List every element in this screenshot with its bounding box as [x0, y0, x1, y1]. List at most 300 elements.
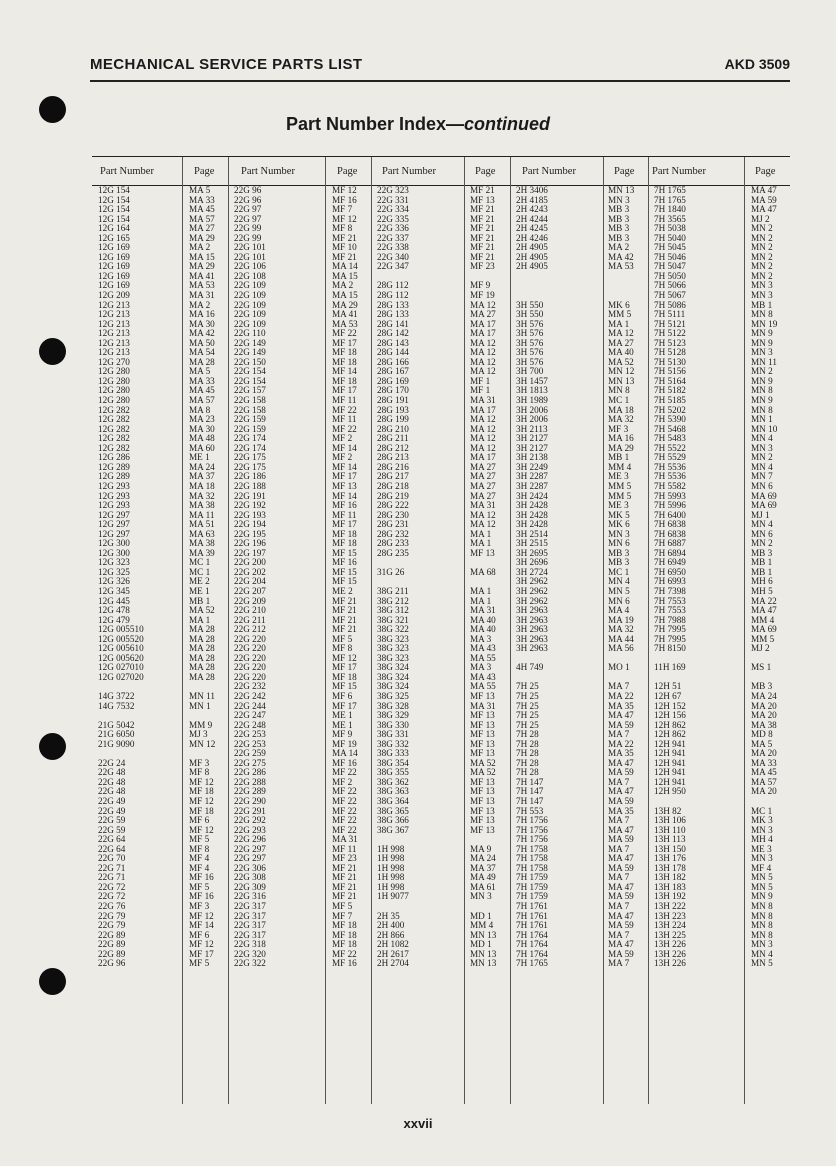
page-ref-cell: MD 1 [470, 939, 492, 950]
page-ref-cell: MF 14 [332, 442, 357, 453]
page-ref-cell: MF 13 [470, 815, 495, 826]
page-ref-cell: MN 6 [751, 480, 773, 491]
part-number-column [377, 186, 409, 969]
page-ref-cell: MA 28 [189, 671, 215, 682]
part-number-cell: 28G 232 [377, 528, 409, 539]
page-ref-cell: MF 18 [332, 347, 357, 358]
part-number-cell: 2H 4244 [516, 213, 548, 224]
part-number-cell: 22G 79 [98, 910, 126, 921]
part-number-cell: 7H 1765 [654, 194, 686, 205]
page-ref-cell: MF 16 [189, 872, 214, 883]
part-number-cell: 22G 97 [234, 204, 262, 215]
page-ref-cell: MA 18 [608, 404, 634, 415]
page-ref-cell: MN 2 [751, 242, 773, 253]
page-ref-cell: MA 27 [470, 309, 496, 320]
part-number-cell: 3H 2113 [516, 423, 548, 434]
part-number-cell: 7H 1761 [516, 920, 548, 931]
page-ref-cell: MA 47 [608, 853, 634, 864]
page-ref-cell: MF 14 [332, 366, 357, 377]
page-ref-cell: MF 4 [189, 862, 210, 873]
part-number-cell: 22G 202 [234, 566, 266, 577]
page-ref-cell: MN 4 [751, 433, 773, 444]
part-number-cell: 22G 291 [234, 805, 266, 816]
part-number-cell: 2H 4905 [516, 251, 548, 262]
page-ref-cell: MN 3 [608, 528, 630, 539]
page-ref-cell: MB 3 [608, 213, 630, 224]
page-ref-cell: MA 2 [332, 280, 354, 291]
part-number-cell: 22G 338 [377, 242, 409, 253]
part-number-cell: 2H 4905 [516, 242, 548, 253]
page-ref-cell: MA 53 [608, 261, 634, 272]
page-ref-cell: MA 52 [470, 767, 496, 778]
part-number-cell: 12G 293 [98, 490, 130, 501]
part-number-cell: 12G 326 [98, 576, 130, 587]
part-number-cell: 7H 5993 [654, 490, 686, 501]
page-ref-cell: MF 1 [470, 375, 491, 386]
part-number-cell: 12G 213 [98, 309, 130, 320]
part-number-cell: 3H 2249 [516, 461, 548, 472]
part-number-cell: 38G 325 [377, 690, 409, 701]
page-ref-cell: MN 11 [189, 690, 215, 701]
page-ref-cell: MN 6 [608, 595, 630, 606]
part-number-cell: 13H 113 [654, 834, 686, 845]
part-number-cell: 3H 2127 [516, 442, 548, 453]
part-number-cell: 12G 154 [98, 213, 130, 224]
page-ref-cell: MF 3 [189, 901, 210, 912]
part-number-cell: 12G 297 [98, 528, 130, 539]
page-ref-cell: MF 15 [332, 566, 357, 577]
part-number-cell: 7H 7553 [654, 605, 686, 616]
part-number-cell: 12G 286 [98, 452, 130, 463]
part-number-cell: 22G 149 [234, 347, 266, 358]
part-number-cell: 12G 282 [98, 442, 130, 453]
part-number-cell: 22G 157 [234, 385, 266, 396]
page-title [0, 114, 836, 135]
page-ref-cell: MN 5 [751, 958, 773, 969]
page-ref-cell: MA 27 [470, 490, 496, 501]
part-number-cell: 7H 25 [516, 681, 539, 692]
part-number-cell: 38G 364 [377, 796, 409, 806]
column-divider [371, 157, 372, 1104]
part-number-cell: 3H 2963 [516, 633, 548, 644]
part-number-cell: 2H 4246 [516, 232, 548, 243]
page-ref-cell: MF 13 [470, 776, 495, 787]
part-number-cell: 7H 6400 [654, 509, 686, 520]
page-ref-cell: MF 9 [470, 280, 491, 291]
col-header-page-3: Page [475, 166, 496, 177]
part-number-cell: 7H 147 [516, 786, 544, 797]
part-number-cell: 7H 25 [516, 690, 539, 701]
part-number-cell: 13H 223 [654, 910, 686, 921]
binder-hole-2 [39, 338, 66, 365]
part-number-cell: 22G 288 [234, 776, 266, 787]
part-number-cell: 22G 96 [234, 194, 262, 205]
page-ref-cell: MF 21 [332, 891, 357, 902]
page-ref-cell: MA 5 [751, 738, 773, 749]
part-number-cell: 22G 101 [234, 251, 266, 262]
part-number-cell: 13H 110 [654, 824, 686, 835]
page-ref-cell: MF 17 [332, 519, 357, 530]
header-title: MECHANICAL SERVICE PARTS LIST [90, 56, 363, 73]
page-ref-cell: MN 12 [189, 738, 216, 749]
part-number-cell: 22G 158 [234, 395, 266, 406]
part-number-cell: 7H 1764 [516, 929, 548, 940]
part-number-cell: 22G 101 [234, 242, 266, 253]
part-number-cell: 22G 220 [234, 662, 266, 673]
page-ref-cell: MF 21 [332, 881, 357, 892]
page-ref-cell: MF 11 [332, 843, 357, 854]
page-ref-cell: MA 40 [470, 624, 496, 635]
part-number-cell: 28G 169 [377, 375, 409, 386]
page-ref-cell: MN 9 [751, 891, 773, 902]
page-ref-cell: MN 9 [751, 337, 773, 348]
page-ref-cell: MF 12 [189, 796, 214, 806]
part-number-cell: 12H 941 [654, 776, 686, 787]
part-number-cell: 3H 2724 [516, 566, 548, 577]
page-ref-cell: MA 68 [470, 566, 496, 577]
page-ref-cell: MF 18 [332, 671, 357, 682]
part-number-cell: 22G 259 [234, 748, 266, 759]
part-number-cell: 38G 323 [377, 652, 409, 663]
part-number-cell: 7H 1765 [516, 958, 548, 969]
page-ref-cell: MA 59 [751, 194, 777, 205]
part-number-cell: 22G 220 [234, 652, 266, 663]
page-ref-cell: MN 19 [751, 318, 778, 329]
page-ref-cell: MA 4 [608, 605, 630, 616]
part-number-cell: 22G 150 [234, 356, 266, 367]
page-ref-cell: MF 12 [332, 652, 357, 663]
part-number-cell: 22G 194 [234, 519, 266, 530]
page-ref-cell: MF 16 [332, 958, 357, 969]
part-number-cell: 28G 144 [377, 347, 409, 358]
part-number-cell: 1H 998 [377, 872, 405, 883]
page-ref-cell: MA 59 [608, 719, 634, 730]
page-ref-cell: MJ 2 [751, 643, 770, 654]
part-number-cell: 31G 26 [377, 566, 405, 577]
part-number-cell: 12G 005610 [98, 643, 144, 654]
part-number-cell: 13H 226 [654, 958, 686, 969]
page-ref-cell: ME 1 [189, 585, 210, 596]
page-ref-cell: MF 16 [332, 500, 357, 511]
col-header-part-2: Part Number [241, 166, 295, 177]
page-ref-cell: MA 52 [189, 605, 215, 616]
part-number-cell: 2H 2704 [377, 958, 409, 969]
page-ref-cell: MM 5 [608, 490, 632, 501]
part-number-cell: 2H 4245 [516, 223, 548, 234]
part-number-cell: 7H 5529 [654, 452, 686, 463]
part-number-cell: 28G 233 [377, 538, 409, 549]
page-ref-cell: MN 2 [751, 452, 773, 463]
part-number-cell: 7H 7553 [654, 595, 686, 606]
page-ref-cell: MF 12 [189, 776, 214, 787]
page-ref-cell: MM 4 [470, 920, 494, 931]
part-number-cell: 12G 213 [98, 347, 130, 358]
part-number-cell: 38G 367 [377, 824, 409, 835]
page-ref-cell: MF 18 [332, 528, 357, 539]
part-number-cell: 22G 186 [234, 471, 266, 482]
page-column [189, 186, 215, 969]
page-ref-cell: MA 42 [189, 328, 215, 339]
page-ref-cell: MF 12 [332, 213, 357, 224]
page-ref-cell: MF 9 [332, 729, 353, 740]
part-number-cell: 7H 28 [516, 729, 539, 740]
part-number-cell: 7H 147 [516, 776, 544, 787]
page-header [90, 56, 790, 80]
page-ref-cell: MA 31 [470, 700, 496, 711]
page-ref-cell: MA 20 [751, 710, 777, 721]
page-ref-cell: MF 5 [189, 881, 210, 892]
part-number-cell: 14G 3722 [98, 690, 135, 701]
page-ref-cell: MA 28 [189, 652, 215, 663]
part-number-cell: 22G 323 [377, 185, 409, 195]
part-number-cell: 12G 280 [98, 366, 130, 377]
page-ref-cell: ME 1 [332, 719, 353, 730]
page-ref-cell: MA 59 [608, 891, 634, 902]
page-ref-cell: MA 8 [189, 404, 211, 415]
part-number-cell: 12G 323 [98, 557, 130, 568]
page-ref-cell: MF 3 [608, 423, 629, 434]
page-ref-cell: MA 45 [751, 767, 777, 778]
part-number-cell: 22G 109 [234, 318, 266, 329]
part-number-cell: 7H 5123 [654, 337, 686, 348]
page-ref-cell: MA 12 [470, 366, 496, 377]
part-number-cell: 12G 282 [98, 414, 130, 425]
part-number-cell: 12H 51 [654, 681, 682, 692]
page-ref-cell: MA 54 [189, 347, 215, 358]
page-ref-cell: MF 12 [189, 910, 214, 921]
page-ref-cell: MA 22 [608, 690, 634, 701]
page-column [332, 186, 358, 969]
part-number-cell: 3H 2006 [516, 414, 548, 425]
page-ref-cell: MF 21 [470, 185, 495, 195]
page-ref-cell: MF 22 [332, 948, 357, 959]
column-divider [228, 157, 229, 1104]
part-number-cell: 13H 176 [654, 853, 686, 864]
part-number-cell: 12G 280 [98, 375, 130, 386]
page-ref-cell: MA 12 [470, 299, 496, 310]
page-ref-cell: MN 2 [751, 270, 773, 281]
page-ref-cell: MC 1 [608, 566, 630, 577]
page-ref-cell: MA 31 [470, 395, 496, 406]
part-number-cell: 3H 1989 [516, 395, 548, 406]
part-number-cell: 22G 317 [234, 920, 266, 931]
part-number-cell: 22G 72 [98, 881, 126, 892]
page-ref-cell: MN 5 [608, 585, 630, 596]
page-ref-cell: MF 13 [470, 796, 495, 806]
part-number-cell: 22G 253 [234, 738, 266, 749]
part-number-cell: 3H 2963 [516, 643, 548, 654]
part-number-cell: 4H 749 [516, 662, 544, 673]
part-number-cell: 22G 336 [377, 223, 409, 234]
column-divider [182, 157, 183, 1104]
page-ref-cell: MA 31 [332, 834, 358, 845]
part-number-cell: 7H 5046 [654, 251, 686, 262]
part-number-cell: 7H 1761 [516, 910, 548, 921]
page-ref-cell: MA 12 [470, 433, 496, 444]
page-ref-cell: MA 14 [332, 261, 358, 272]
page-ref-cell: MN 3 [751, 824, 773, 835]
page-ref-cell: MF 17 [332, 471, 357, 482]
page-ref-cell: MF 22 [332, 786, 357, 797]
page-ref-cell: MA 55 [470, 681, 496, 692]
part-number-cell: 7H 5182 [654, 385, 686, 396]
part-number-cell: 28G 112 [377, 290, 409, 301]
page-ref-cell: MF 21 [470, 223, 495, 234]
part-number-cell: 22G 49 [98, 805, 126, 816]
part-number-cell: 3H 2428 [516, 509, 548, 520]
page-ref-cell: MA 27 [470, 471, 496, 482]
page-ref-cell: MD 1 [470, 910, 492, 921]
page-ref-cell: MM 5 [608, 480, 632, 491]
page-ref-cell: MN 13 [470, 948, 497, 959]
page-ref-cell: MF 14 [332, 461, 357, 472]
part-number-cell: 7H 5045 [654, 242, 686, 253]
page-ref-cell: MN 9 [751, 328, 773, 339]
col-header-page-2: Page [337, 166, 358, 177]
page-ref-cell: MA 48 [189, 433, 215, 444]
part-number-cell: 12G 289 [98, 461, 130, 472]
page-ref-cell: MA 27 [189, 223, 215, 234]
page-ref-cell: MA 12 [608, 328, 634, 339]
page-ref-cell: MA 12 [470, 356, 496, 367]
part-number-cell: 12G 297 [98, 519, 130, 530]
page-ref-cell: MF 12 [189, 939, 214, 950]
page-ref-cell: MA 20 [751, 748, 777, 759]
page-ref-cell: MA 28 [189, 643, 215, 654]
page-ref-cell: MF 12 [189, 824, 214, 835]
part-number-cell: 22G 97 [234, 213, 262, 224]
page-ref-cell: MF 21 [332, 605, 357, 616]
page-ref-cell: MC 1 [751, 805, 773, 816]
page-ref-cell: MF 22 [332, 328, 357, 339]
part-number-cell: 22G 89 [98, 929, 126, 940]
part-number-cell: 22G 317 [234, 901, 266, 912]
col-header-page-5: Page [755, 166, 776, 177]
part-number-cell: 22G 154 [234, 375, 266, 386]
part-number-cell: 22G 175 [234, 461, 266, 472]
page-ref-cell: MN 2 [751, 366, 773, 377]
page-ref-cell: MA 15 [189, 251, 215, 262]
part-number-cell: 7H 5536 [654, 461, 686, 472]
part-number-cell: 3H 2127 [516, 433, 548, 444]
page-ref-cell: MF 21 [332, 595, 357, 606]
page-ref-cell: MA 42 [608, 251, 634, 262]
part-number-cell: 2H 4243 [516, 204, 548, 215]
part-number-cell: 3H 2515 [516, 538, 548, 549]
part-number-cell: 12G 154 [98, 185, 130, 195]
page-ref-cell: MA 41 [332, 309, 358, 320]
col-header-part-3: Part Number [382, 166, 436, 177]
page-ref-cell: MF 17 [189, 948, 214, 959]
part-number-cell: 7H 147 [516, 796, 544, 806]
part-number-cell: 7H 7398 [654, 585, 686, 596]
page-ref-cell: MN 8 [751, 404, 773, 415]
part-number-cell: 22G 193 [234, 509, 266, 520]
page-ref-cell: ME 3 [608, 500, 629, 511]
page-ref-cell: MA 24 [751, 690, 777, 701]
part-number-cell: 12H 156 [654, 710, 686, 721]
page-ref-cell: MB 1 [751, 557, 773, 568]
page-ref-cell: MA 7 [608, 681, 630, 692]
part-number-cell: 12G 293 [98, 480, 130, 491]
part-number-cell: 12G 300 [98, 538, 130, 549]
part-number-cell: 3H 576 [516, 347, 544, 358]
page-ref-cell: MA 55 [470, 652, 496, 663]
page-ref-cell: MA 35 [608, 805, 634, 816]
part-number-cell: 22G 175 [234, 452, 266, 463]
part-number-cell: 3H 2006 [516, 404, 548, 415]
page-ref-cell: MA 7 [608, 901, 630, 912]
page-ref-cell: MF 8 [332, 643, 353, 654]
page-ref-cell: MN 12 [608, 366, 635, 377]
part-number-cell: 38G 312 [377, 605, 409, 616]
part-number-cell: 7H 5468 [654, 423, 686, 434]
column-divider [603, 157, 604, 1104]
part-number-cell: 28G 191 [377, 395, 409, 406]
part-number-cell: 1H 9077 [377, 891, 409, 902]
page-ref-cell: MA 5 [189, 185, 211, 195]
part-number-cell: 7H 25 [516, 719, 539, 730]
col-header-part-5: Part Number [652, 166, 706, 177]
part-number-cell: 12G 479 [98, 614, 130, 625]
page-ref-cell: MC 1 [189, 566, 211, 577]
page-ref-cell: MB 3 [608, 232, 630, 243]
page-ref-cell: MA 11 [189, 509, 215, 520]
part-number-cell: 22G 340 [377, 251, 409, 262]
column-divider [510, 157, 511, 1104]
page-ref-cell: MF 13 [470, 805, 495, 816]
page-ref-cell: MA 15 [332, 290, 358, 301]
part-number-cell: 7H 1758 [516, 862, 548, 873]
part-number-cell: 38G 363 [377, 786, 409, 797]
page-ref-cell: MM 4 [751, 614, 775, 625]
page-ref-cell: MA 38 [189, 500, 215, 511]
page-ref-cell: MA 23 [189, 414, 215, 425]
page-ref-cell: MA 17 [470, 404, 496, 415]
page-ref-cell: MA 69 [751, 624, 777, 635]
page-ref-cell: MF 21 [332, 251, 357, 262]
page-ref-cell: MA 56 [608, 643, 634, 654]
page-ref-cell: MN 3 [751, 280, 773, 291]
page-ref-cell: MA 47 [751, 605, 777, 616]
part-number-cell: 28G 231 [377, 519, 409, 530]
page-ref-cell: MA 20 [751, 786, 777, 797]
part-number-cell: 1H 998 [377, 862, 405, 873]
page-ref-cell: MN 9 [751, 395, 773, 406]
part-number-cell: 7H 1764 [516, 939, 548, 950]
part-number-cell: 38G 354 [377, 757, 409, 768]
page-ref-cell: MF 18 [332, 375, 357, 386]
page-ref-cell: MA 52 [470, 757, 496, 768]
page-ref-cell: MA 29 [332, 299, 358, 310]
page-ref-cell: MA 59 [608, 948, 634, 959]
part-number-cell: 2H 35 [377, 910, 400, 921]
part-number-cell: 22G 293 [234, 824, 266, 835]
page-ref-cell: MF 22 [332, 815, 357, 826]
part-number-cell: 21G 9090 [98, 738, 135, 749]
page-ref-cell: MN 13 [608, 375, 635, 386]
page-ref-cell: MB 1 [751, 566, 773, 577]
part-number-cell: 7H 5483 [654, 433, 686, 444]
page-ref-cell: MN 10 [751, 423, 778, 434]
page-ref-cell: MA 2 [189, 242, 211, 253]
part-number-cell: 22G 191 [234, 490, 266, 501]
part-number-cell: 13H 226 [654, 939, 686, 950]
page-ref-cell: MF 14 [332, 490, 357, 501]
part-number-cell: 12G 213 [98, 337, 130, 348]
page-ref-cell: MF 21 [470, 204, 495, 215]
page-ref-cell: MC 1 [189, 557, 211, 568]
